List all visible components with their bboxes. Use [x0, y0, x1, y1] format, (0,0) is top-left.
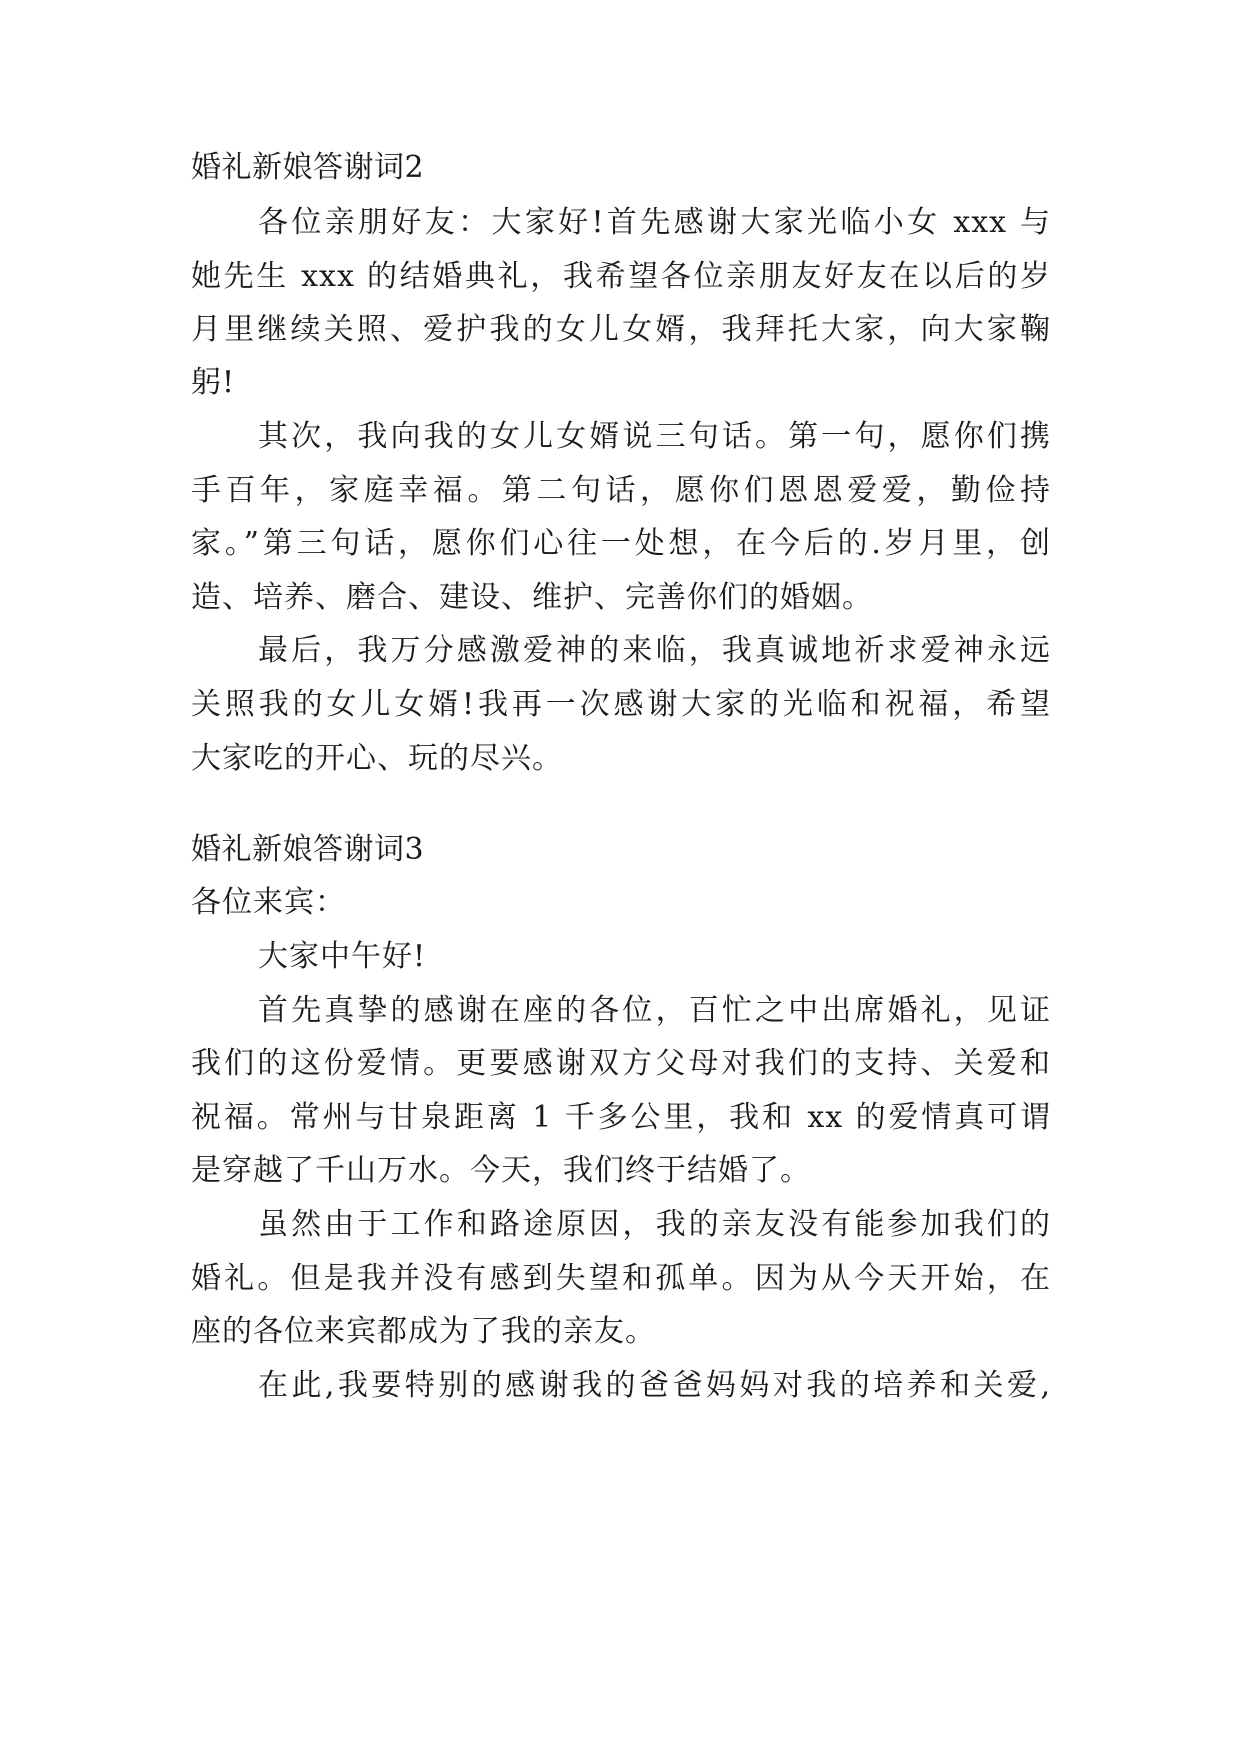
section2-p1-line1: 各位亲朋好友：大家好!首先感谢大家光临小女 xxx 与 — [258, 205, 1051, 240]
section2-p2-line1: 其次，我向我的女儿女婿说三句话。第一句，愿你们携 — [258, 419, 1051, 454]
section2-p3-line2: 关照我的女儿女婿!我再一次感谢大家的光临和祝福，希望 — [191, 687, 1051, 722]
section2-p2-line4: 造、培养、磨合、建设、维护、完善你们的婚姻。 — [191, 580, 873, 615]
section3-p2-line2: 婚礼。但是我并没有感到失望和孤单。因为从今天开始，在 — [191, 1261, 1051, 1296]
section2-p2-line3: 家。”第三句话，愿你们心往一处想，在今后的.岁月里，创 — [191, 526, 1051, 561]
section3-p1-line1: 首先真挚的感谢在座的各位，百忙之中出席婚礼，见证 — [258, 993, 1051, 1028]
section2-p2-line2: 手百年，家庭幸福。第二句话，愿你们恩恩爱爱，勤俭持 — [191, 473, 1051, 508]
section2-p3-line1: 最后，我万分感激爱神的来临，我真诚地祈求爱神永远 — [258, 633, 1051, 668]
section2-p3-line3: 大家吃的开心、玩的尽兴。 — [191, 741, 563, 776]
section3-greeting: 大家中午好! — [258, 939, 427, 974]
section3-p3-line1: 在此,我要特别的感谢我的爸爸妈妈对我的培养和关爱, — [258, 1368, 1051, 1403]
section3-title: 婚礼新娘答谢词3 — [191, 832, 425, 867]
section3-p2-line3: 座的各位来宾都成为了我的亲友。 — [191, 1314, 656, 1349]
section2-p1-line2: 她先生 xxx 的结婚典礼，我希望各位亲朋友好友在以后的岁 — [191, 259, 1051, 294]
section3-p1-line2: 我们的这份爱情。更要感谢双方父母对我们的支持、关爱和 — [191, 1046, 1051, 1081]
section3-p1-line4: 是穿越了千山万水。今天，我们终于结婚了。 — [191, 1153, 811, 1188]
section3-p2-line1: 虽然由于工作和路途原因，我的亲友没有能参加我们的 — [258, 1207, 1051, 1242]
section3-p1-line3: 祝福。常州与甘泉距离 1 千多公里，我和 xx 的爱情真可谓 — [191, 1100, 1051, 1135]
section2-title: 婚礼新娘答谢词2 — [191, 150, 425, 185]
section2-p1-line4: 躬! — [191, 365, 236, 400]
section3-salutation: 各位来宾： — [191, 885, 346, 920]
section2-p1-line3: 月里继续关照、爱护我的女儿女婿，我拜托大家，向大家鞠 — [191, 312, 1051, 347]
